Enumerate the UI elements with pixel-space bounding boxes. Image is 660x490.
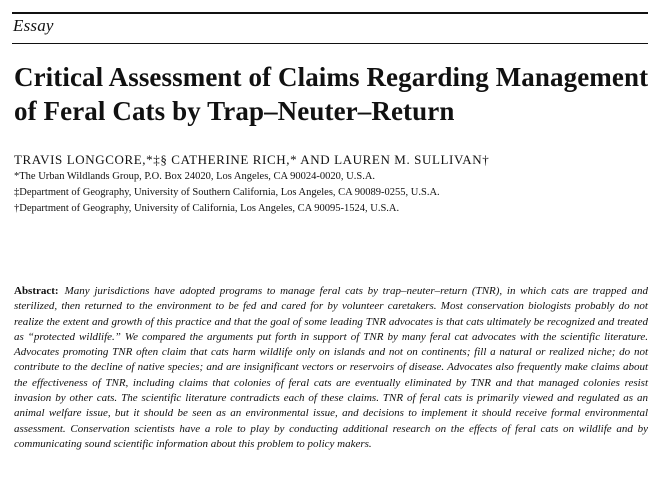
abstract [14, 284, 648, 452]
article-title: Critical Assessment of Claims Regarding Management of Feral Cats by Trap–Neuter–Return [14, 62, 649, 126]
header-rule-thin [12, 43, 648, 44]
affiliation-1: *The Urban Wildlands Group, P.O. Box 24020, Los Angeles, CA 90024-0020, U.S.A. [14, 171, 376, 182]
abstract-text: Many jurisdictions have adopted programs to manage feral cats by trap–neuter–return (TNR), in which cats are trapped and sterilized, then returned to the environment to be fed and cared for by volunteer caretakers. Most conservation biologists probably do not realize the extent and growth of this practice and that the goal of some leading TNR advocates is that cats ultimately be recognized and treated as “protected wildlife.” We compared the arguments put forth in support of TNR by many feral cat advocates with the scientific literature. Advocates promoting TNR often claim that cats harm wildlife only on islands and not on continents; fill a natural or realized niche; do not contribute to the decline of native species; and are insignificant vectors or reservoirs of disease. Advocates also frequently make claims about the effectiveness of TNR, including claims that colonies of feral cats are eventually eliminated by TNR and that managed colonies resist invasion by other cats. The scientific literature contradicts each of these claims. TNR of feral cats is primarily viewed and regulated as an animal welfare issue, but it should be seen as an environmental issue, and decisions to implement it should receive formal environmental assessment. Conservation scientists have a role to play by conducting additional research on the effects of feral cats on wildlife and by communicating sound scientific information about this problem to policy makers. [14, 285, 648, 450]
affiliation-3: †Department of Geography, University of California, Los Angeles, CA 90095-1524, U.S.A. [14, 203, 400, 214]
abstract-label: Abstract: [14, 285, 59, 297]
author-list: TRAVIS LONGCORE,*‡§ CATHERINE RICH,* AND LAUREN M. SULLIVAN† [14, 152, 490, 167]
header-rule [12, 12, 648, 14]
section-label: Essay [13, 16, 54, 35]
affiliation-2: ‡Department of Geography, University of Southern California, Los Angeles, CA 90089-0255, U.S.A. [14, 187, 440, 198]
affiliations [14, 169, 440, 217]
